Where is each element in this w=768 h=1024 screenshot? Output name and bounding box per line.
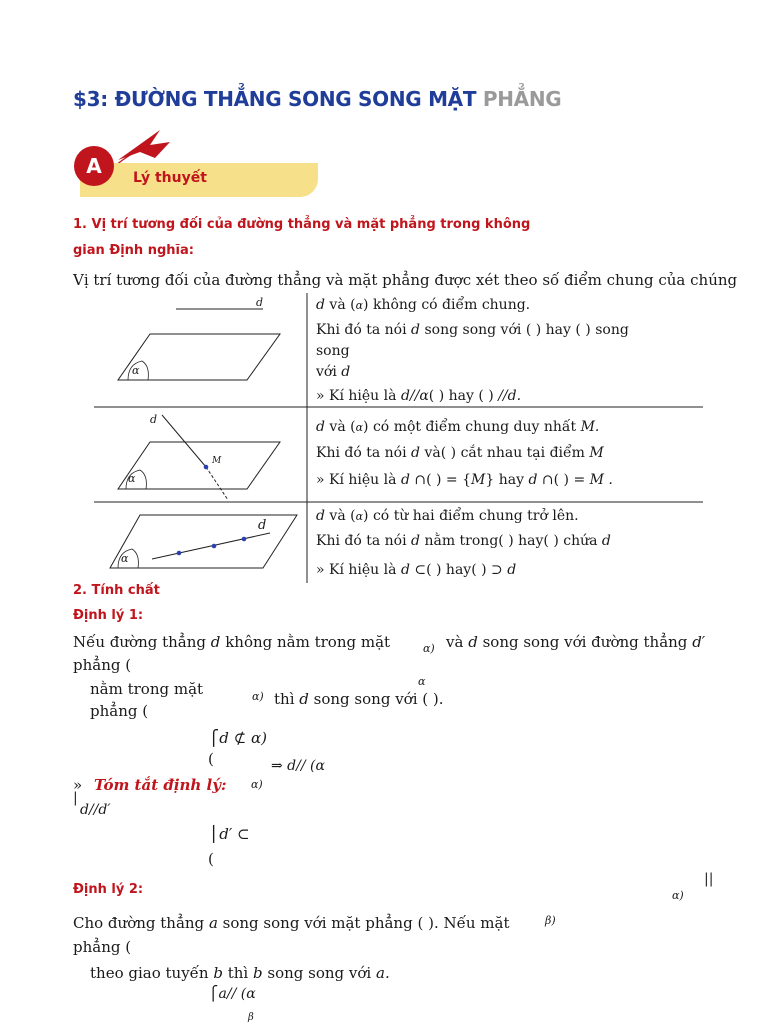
theorem1-summary: Tóm tắt định lý: — [94, 776, 227, 794]
theorem1-bar: | — [73, 790, 78, 806]
row1-line3: song — [316, 343, 350, 359]
theorem1-line4: phẳng ( — [90, 702, 149, 720]
theorem1-summary-prefix: » — [73, 776, 83, 794]
part1-heading-line1: 1. Vị trí tương đối của đường thẳng và mặt phẳng trong không — [73, 217, 531, 232]
theorem1-line3-right: thì d song song với ( ). — [274, 690, 444, 708]
theorem2-sys1: ⎧a// (α — [208, 986, 256, 1002]
fig3-label-alpha: α — [121, 552, 129, 565]
row2-line2: Khi đó ta nói d và( ) cắt nhau tại điểm M — [316, 445, 604, 461]
fig2-label-alpha: α — [128, 472, 136, 485]
airplane-icon — [118, 130, 170, 160]
theorem1-sys5: ( — [208, 850, 214, 868]
row3-line2: Khi đó ta nói d nằm trong( ) hay( ) chứa d — [316, 533, 611, 549]
row2-line3: » Kí hiệu là d ∩( ) = {M} hay d ∩( ) = M . — [316, 472, 613, 488]
theorem1-alpha-top: α — [418, 675, 426, 688]
row1-line5: » Kí hiệu là d//α( ) hay ( ) //d. — [316, 388, 522, 404]
theorem2-label: Định lý 2: — [73, 882, 144, 897]
theorem1-line1-right: và d song song với đường thẳng d′ — [446, 633, 706, 651]
theorem1-ddp: d//d′ — [80, 802, 111, 818]
theorem2-bars: || — [704, 871, 714, 887]
fig2-label-d: d — [150, 413, 158, 426]
theorem1-sys2: ( — [208, 750, 214, 768]
theorem2-line1: Cho đường thẳng a song song với mặt phẳng ( ). Nếu mặt — [73, 914, 510, 932]
theorem1-label: Định lý 1: — [73, 608, 144, 623]
fig1-label-alpha: α — [132, 364, 140, 377]
theorem1-line1: Nếu đường thẳng d không nằm trong mặt — [73, 633, 391, 651]
row2-line1: d và (α) có một điểm chung duy nhất M. — [316, 419, 600, 435]
fig2-label-M: M — [212, 456, 222, 466]
figure-contained — [110, 515, 297, 568]
figure-parallel — [118, 309, 280, 380]
title-faded: PHẲNG — [482, 87, 562, 111]
part2-heading: 2. Tính chất — [73, 583, 160, 598]
theorem1-line2: phẳng ( — [73, 656, 132, 674]
row1-line4: với d — [316, 364, 351, 380]
row3-line1: d và (α) có từ hai điểm chung trở lên. — [316, 508, 579, 524]
figure-intersect — [118, 415, 280, 500]
row1-line2: Khi đó ta nói d song song với ( ) hay ( ) song — [316, 322, 629, 338]
title-main: $3: ĐƯỜNG THẲNG SONG SONG MẶT — [73, 87, 477, 111]
part1-heading-line2: gian Định nghĩa: — [73, 243, 194, 258]
theorem1-alpha1: α) — [423, 642, 435, 655]
fig3-label-d: d — [258, 518, 267, 533]
theorem1-sys1: ⎧d ⊄ α) — [208, 729, 267, 747]
section-badge: A — [74, 146, 114, 186]
theorem1-line3: nằm trong mặt — [90, 680, 204, 698]
section-label: Lý thuyết — [133, 170, 207, 186]
theorem2-beta: β) — [545, 914, 556, 927]
theorem1-alpha2: α) — [252, 690, 264, 703]
theorem2-line3: theo giao tuyến b thì b song song với a. — [90, 964, 390, 982]
page-title — [73, 87, 561, 111]
part1-intro: Vị trí tương đối của đường thẳng và mặt phẳng được xét theo số điểm chung của chúng — [73, 271, 738, 289]
row3-line3: » Kí hiệu là d ⊂( ) hay( ) ⊃ d — [316, 562, 517, 578]
theorem1-sys4: ⎪d′ ⊂ — [208, 825, 250, 843]
theorem1-sys-alpha: α) — [251, 778, 263, 791]
theorem2-alpha-side: α) — [672, 889, 684, 902]
fig1-label-d: d — [256, 296, 264, 309]
theorem2-line2: phẳng ( — [73, 938, 132, 956]
theorem2-beta-bottom: β — [248, 1012, 254, 1023]
theorem1-sys3: ⇒ d// (α — [271, 758, 325, 774]
row1-line1: d và (α) không có điểm chung. — [316, 297, 531, 313]
